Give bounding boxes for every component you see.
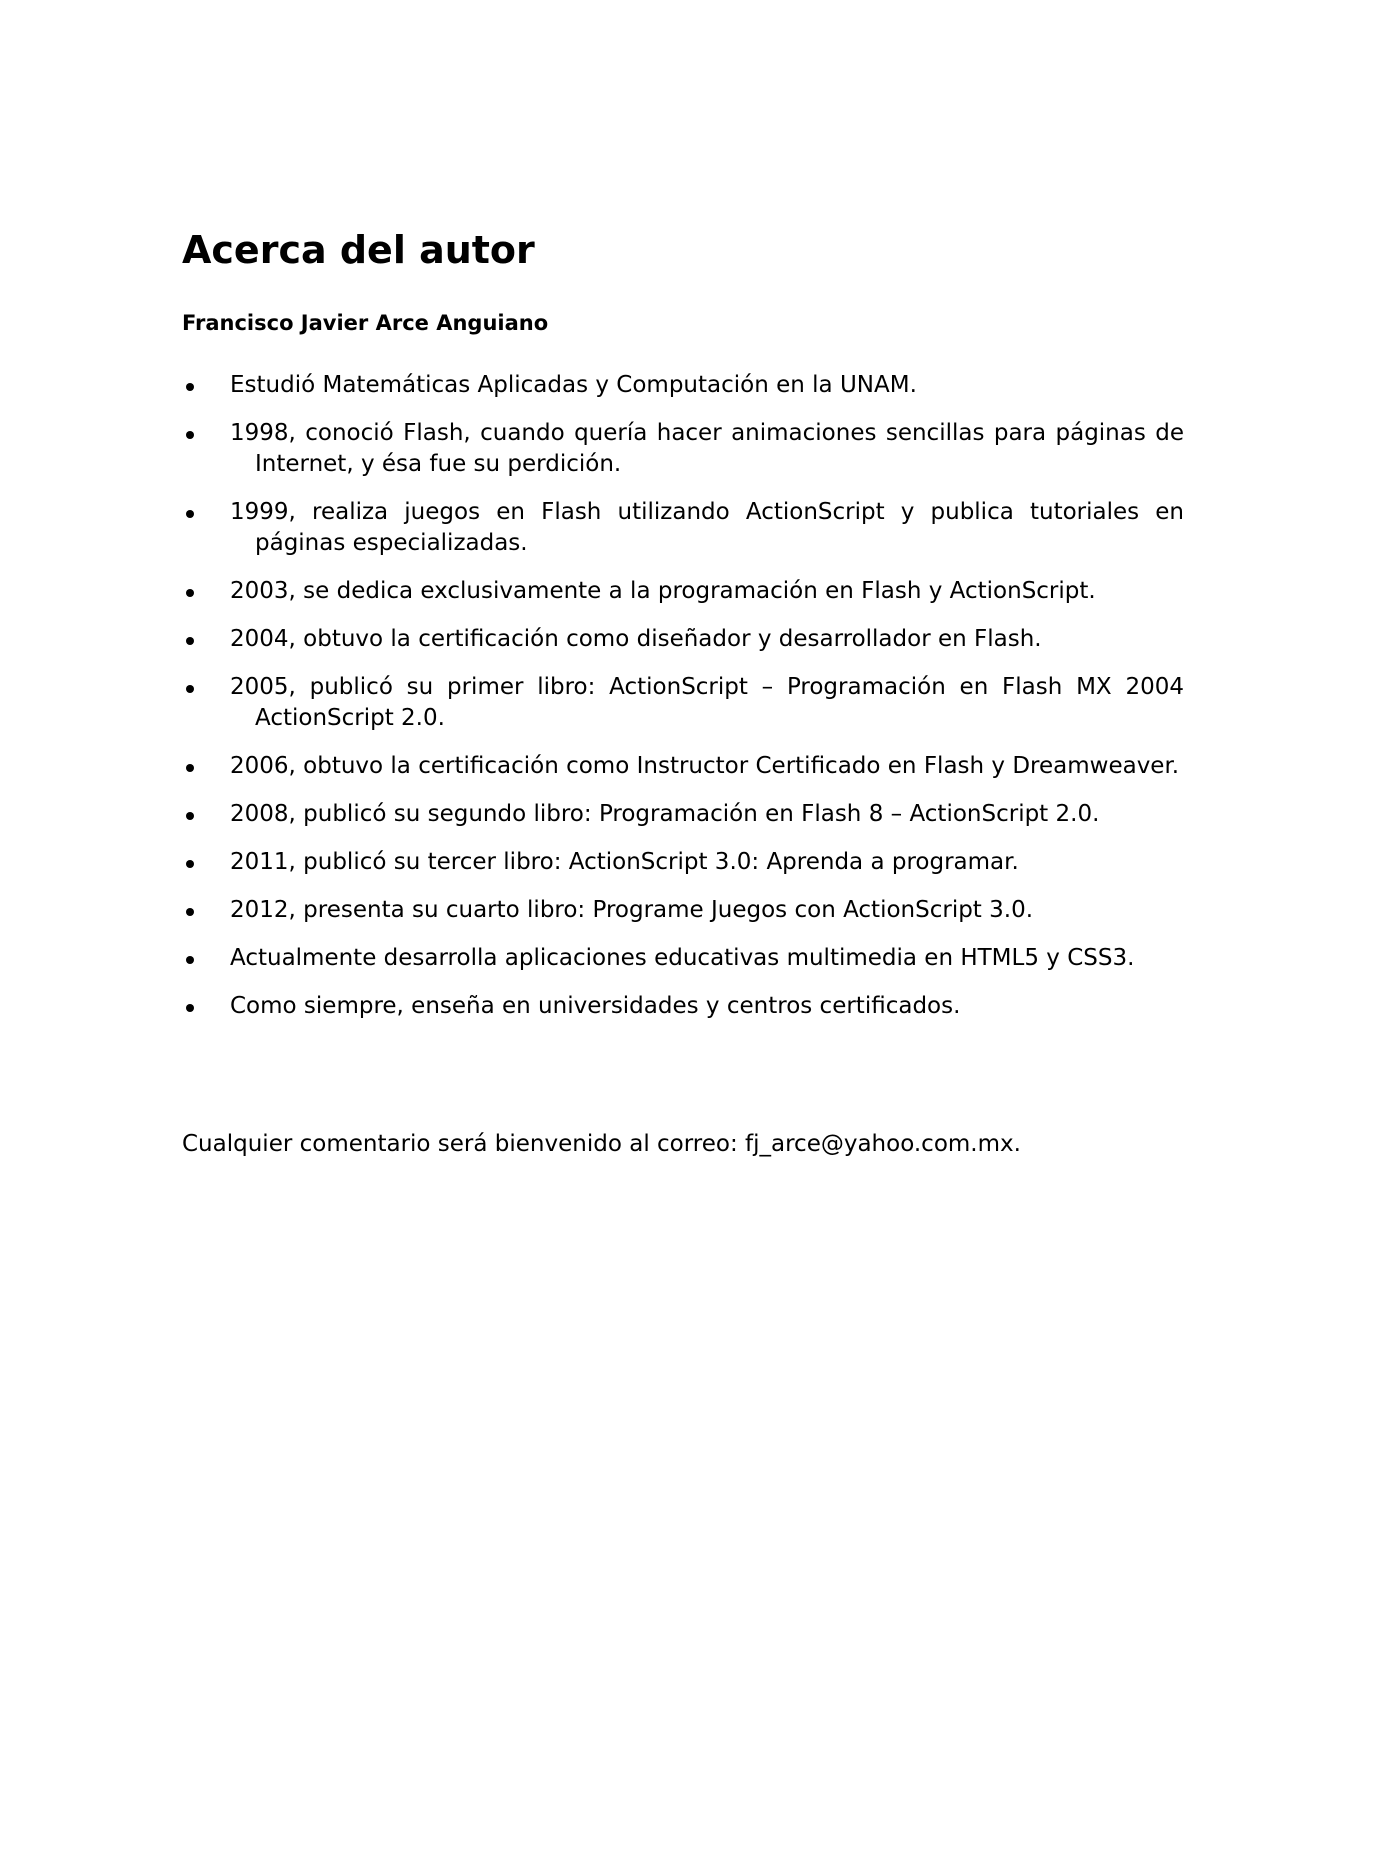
- list-item-text: 2004, obtuvo la certificación como diseñador y desarrollador en Flash.: [230, 626, 1042, 652]
- bullet-icon: [182, 418, 230, 449]
- list-item: [182, 991, 1184, 1022]
- list-item-text: 2011, publicó su tercer libro: ActionScript 3.0: Aprenda a programar.: [230, 849, 1019, 875]
- bullet-icon: [182, 576, 230, 607]
- list-item-text: 2005, publicó su primer libro: ActionScript – Programación en Flash MX 2004 ActionScript 2.0.: [230, 674, 1184, 731]
- bullet-icon: [182, 751, 230, 782]
- list-item: [182, 895, 1184, 926]
- list-item-text: Actualmente desarrolla aplicaciones educativas multimedia en HTML5 y CSS3.: [230, 945, 1135, 971]
- list-item-text: 2006, obtuvo la certificación como Instructor Certificado en Flash y Dreamweaver.: [230, 753, 1180, 779]
- list-item-text: 2012, presenta su cuarto libro: Programe Juegos con ActionScript 3.0.: [230, 897, 1034, 923]
- list-item-text: Estudió Matemáticas Aplicadas y Computación en la UNAM.: [230, 372, 917, 398]
- list-item: [182, 418, 1184, 480]
- list-item: [182, 847, 1184, 878]
- list-item-text: 1998, conoció Flash, cuando quería hacer animaciones sencillas para páginas de Internet, y ésa fue su perdición.: [230, 420, 1184, 477]
- contact-line: Cualquier comentario será bienvenido al correo: fj_arce@yahoo.com.mx.: [182, 1131, 1021, 1157]
- page-title: Acerca del autor: [182, 228, 535, 272]
- bullet-icon: [182, 847, 230, 878]
- list-item-text: 2003, se dedica exclusivamente a la programación en Flash y ActionScript.: [230, 578, 1096, 604]
- list-item: [182, 576, 1184, 607]
- list-item: [182, 751, 1184, 782]
- biography-list: [182, 370, 1184, 1039]
- bullet-icon: [182, 672, 230, 703]
- bullet-icon: [182, 370, 230, 401]
- bullet-icon: [182, 895, 230, 926]
- list-item-text: Como siempre, enseña en universidades y centros certificados.: [230, 993, 961, 1019]
- list-item: [182, 497, 1184, 559]
- list-item: [182, 370, 1184, 401]
- bullet-icon: [182, 943, 230, 974]
- bullet-icon: [182, 799, 230, 830]
- list-item: [182, 943, 1184, 974]
- list-item: [182, 799, 1184, 830]
- bullet-icon: [182, 497, 230, 528]
- list-item-text: 1999, realiza juegos en Flash utilizando ActionScript y publica tutoriales en páginas especializadas.: [230, 499, 1184, 556]
- list-item: [182, 624, 1184, 655]
- author-name: Francisco Javier Arce Anguiano: [182, 311, 549, 335]
- list-item-text: 2008, publicó su segundo libro: Programación en Flash 8 – ActionScript 2.0.: [230, 801, 1100, 827]
- list-item: [182, 672, 1184, 734]
- bullet-icon: [182, 991, 230, 1022]
- bullet-icon: [182, 624, 230, 655]
